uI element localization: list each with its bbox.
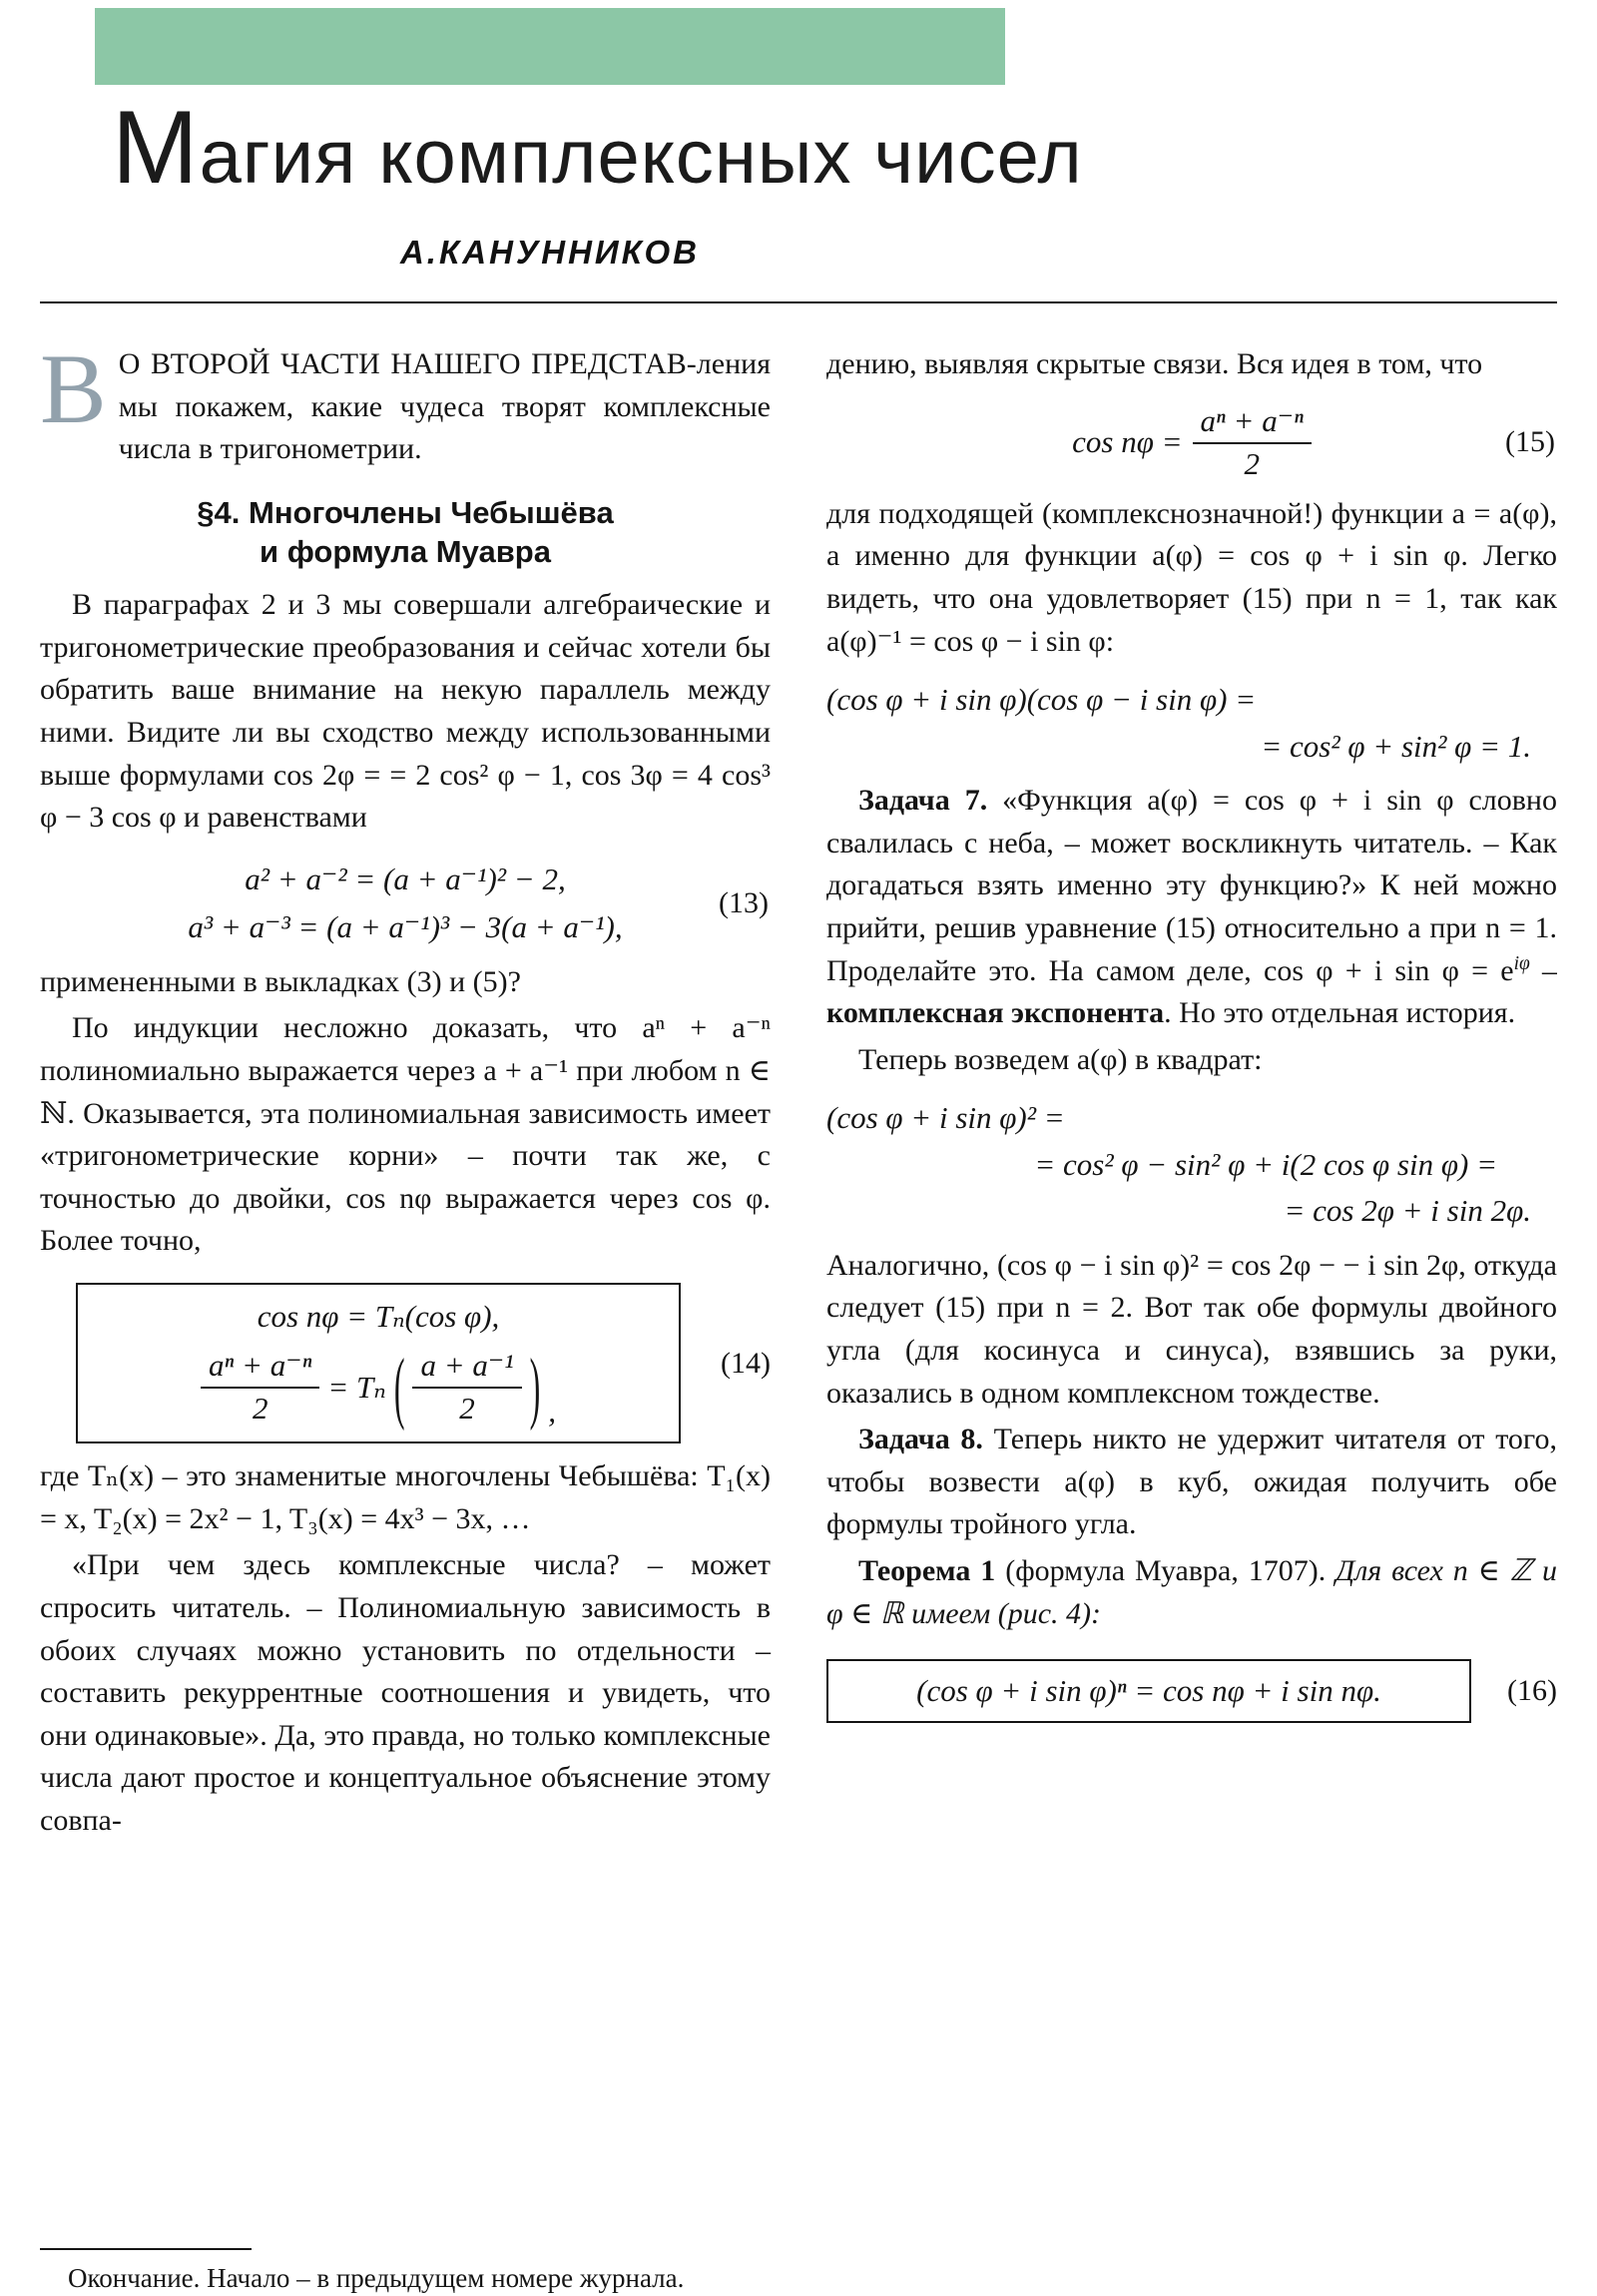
paragraph-applied: примененными в выкладках (3) и (5)? [40,964,521,998]
equation-16 [826,1659,1557,1723]
task7-label: Задача 7. [858,784,988,818]
task7-text1: «Функция a(φ) = cos φ + i sin φ словно свалилась с неба, – может воскликнуть читатель. – Как догадаться взять именно эту функцию?» К ней можно прийти, решив уравнение (15) относительно a при n = 1. Проделайте это. На самом деле, cos φ + i sin φ = e [826,784,1557,987]
equation-square-line1: (cos φ + i sin φ)² = [826,1100,1065,1136]
equation-product-line1: (cos φ + i sin φ)(cos φ − i sin φ) = [826,682,1257,718]
section-heading [40,493,771,572]
equation-16-box: (cos φ + i sin φ)ⁿ = cos nφ + i sin nφ. [826,1659,1471,1723]
task8-label: Задача 8. [858,1423,983,1456]
paragraph-function: для подходящей (комплекснозначной!) функции a = a(φ), а именно для функции a(φ) = cos φ + i sin φ. Легко видеть, что она удовлетворяет (15) при n = 1, так как a(φ)⁻¹ = cos φ − i sin φ: [826,496,1557,658]
left-column [40,343,771,2296]
task7-text3: . Но это отдельная история. [1164,996,1516,1030]
fraction-left-denominator: 2 [252,1391,268,1427]
equation-13 [40,856,771,951]
paragraph-intro: В параграфах 2 и 3 мы совершали алгебраические и тригонометрические преобразования и сейчас хотели бы обратить ваше внимание на некую параллель между ними. Видите ли вы сходство между использованными выше формулами cos 2φ = = 2 cos² φ − 1, cos 3φ = 4 cos³ φ − 3 cos φ и равенствами [40,588,771,835]
task7-text2: – [1529,953,1557,987]
equation-13-lines [40,856,771,951]
equation-13-number: (13) [719,885,769,919]
lead-rest-text: ления мы покажем, какие чудеса творят комплексные числа в тригонометрии. [118,347,771,466]
paragraph-square-intro: Теперь возведем a(φ) в квадрат: [858,1042,1263,1076]
task8-paragraph [826,1419,1557,1546]
equation-14-middle: = Tₙ [327,1369,386,1405]
paragraph-quote: «При чем здесь комплексные числа? – может спросить читатель. – Полиномиальную зависимость в обоих случаях можно установить по отдельности – составить рекуррентные соотношения и увидеть, что они одинаковые». Да, это правда, но только комплексные числа дают простое и концептуальное объяснение этому совпа- [40,1548,771,1837]
article-columns [40,343,1557,2296]
theorem-paragraph [826,1550,1557,1635]
equation-square [826,1095,1557,1235]
section-heading-line2: и формула Муавра [260,534,551,570]
equation-15-numerator: aⁿ + a⁻ⁿ [1193,404,1312,444]
equation-14-line1: cos nφ = Tₙ(cos φ), [257,1298,500,1334]
header-accent-bar [95,8,1005,85]
theorem-italic-text: Для всех n ∈ ℤ и φ ∈ ℝ имеем (рис. 4): [826,1553,1557,1630]
footnote-text: Окончание. Начало – в предыдущем номере журнала. [68,2263,685,2294]
theorem-label: Теорема 1 [858,1553,996,1587]
section-heading-line1: §4. Многочлены Чебышёва [197,494,614,530]
task8-text: Теперь никто не удержит читателя от того, чтобы возвести a(φ) в куб, ожидая получить обе формулы тройного угла. [826,1423,1557,1541]
fraction-right-denominator: 2 [459,1391,475,1427]
equation-product [826,677,1557,770]
footnote-divider [40,2248,252,2250]
equation-14-box [76,1283,681,1443]
equation-15-number: (15) [1505,425,1555,459]
close-paren: ) [529,1341,541,1432]
task7-bold-term: комплексная экспонента [826,996,1165,1030]
equation-13-line2: a³ + a⁻³ = (a + a⁻¹)³ − 3(a + a⁻¹), [188,908,623,944]
author-name: А.КАНУННИКОВ [399,234,701,271]
fraction-right [412,1349,521,1426]
lead-caps-text: О ВТОРОЙ ЧАСТИ НАШЕГО ПРЕДСТАВ- [118,347,697,380]
equation-square-line3: = cos 2φ + i sin 2φ. [1284,1193,1531,1229]
equation-13-line1: a² + a⁻² = (a + a⁻¹)² − 2, [245,861,566,896]
equation-16-number: (16) [1507,1674,1557,1708]
page-title [112,90,1557,206]
theorem-normal-text: (формула Муавра, 1707). [995,1553,1327,1587]
equation-14-comma: , [548,1394,556,1430]
paragraph-continuation: дению, выявляя скрытые связи. Вся идея в том, что [826,347,1483,380]
equation-14-line2 [88,1341,669,1432]
fraction-left [201,1349,319,1426]
dropcap-letter: В [40,343,107,444]
equation-square-line2: = cos² φ − sin² φ + i(2 cos φ sin φ) = [1034,1146,1497,1182]
equation-14-number: (14) [721,1346,771,1380]
paragraph-induction: По индукции несложно доказать, что aⁿ + a⁻ⁿ полиномиально выражается через a + a⁻¹ при любом n ∈ ℕ. Оказывается, эта полиномиальная зависимость имеет «тригонометрические корни» – почти так же, с точностью до двойки, cos nφ выражается через cos φ. Более точно, [40,1011,771,1258]
open-paren: ( [393,1341,405,1432]
right-column [826,343,1557,2296]
title-initial-letter: М [112,90,200,206]
footnote [40,2234,771,2296]
title-text: агия комплексных чисел [199,115,1083,200]
equation-15-lhs: cos nφ = [1072,424,1183,460]
equation-14 [40,1283,771,1443]
paragraph-analog: Аналогично, (cos φ − i sin φ)² = cos 2φ − − i sin 2φ, откуда следует (15) при n = 2. Вот так обе формулы двойного угла (для косинуса и синуса), взявшись за руки, оказались в одном комплексном тождестве. [826,1248,1557,1410]
task7-paragraph [826,780,1557,1035]
equation-product-line2: = cos² φ + sin² φ = 1. [1261,728,1531,764]
fraction-left-numerator: aⁿ + a⁻ⁿ [201,1349,319,1389]
task7-exponent: iφ [1513,952,1530,974]
equation-15-fraction [1193,404,1312,481]
header-divider [40,301,1557,303]
lead-paragraph [40,343,771,471]
equation-15 [826,404,1557,481]
equation-15-denominator: 2 [1244,445,1260,481]
paragraph-chebyshev: где Tₙ(x) – это знаменитые многочлены Чебышёва: T₁(x) = x, T₂(x) = 2x² − 1, T₃(x) = 4x³ − 3x, … [40,1459,771,1535]
fraction-right-numerator: a + a⁻¹ [412,1349,521,1389]
